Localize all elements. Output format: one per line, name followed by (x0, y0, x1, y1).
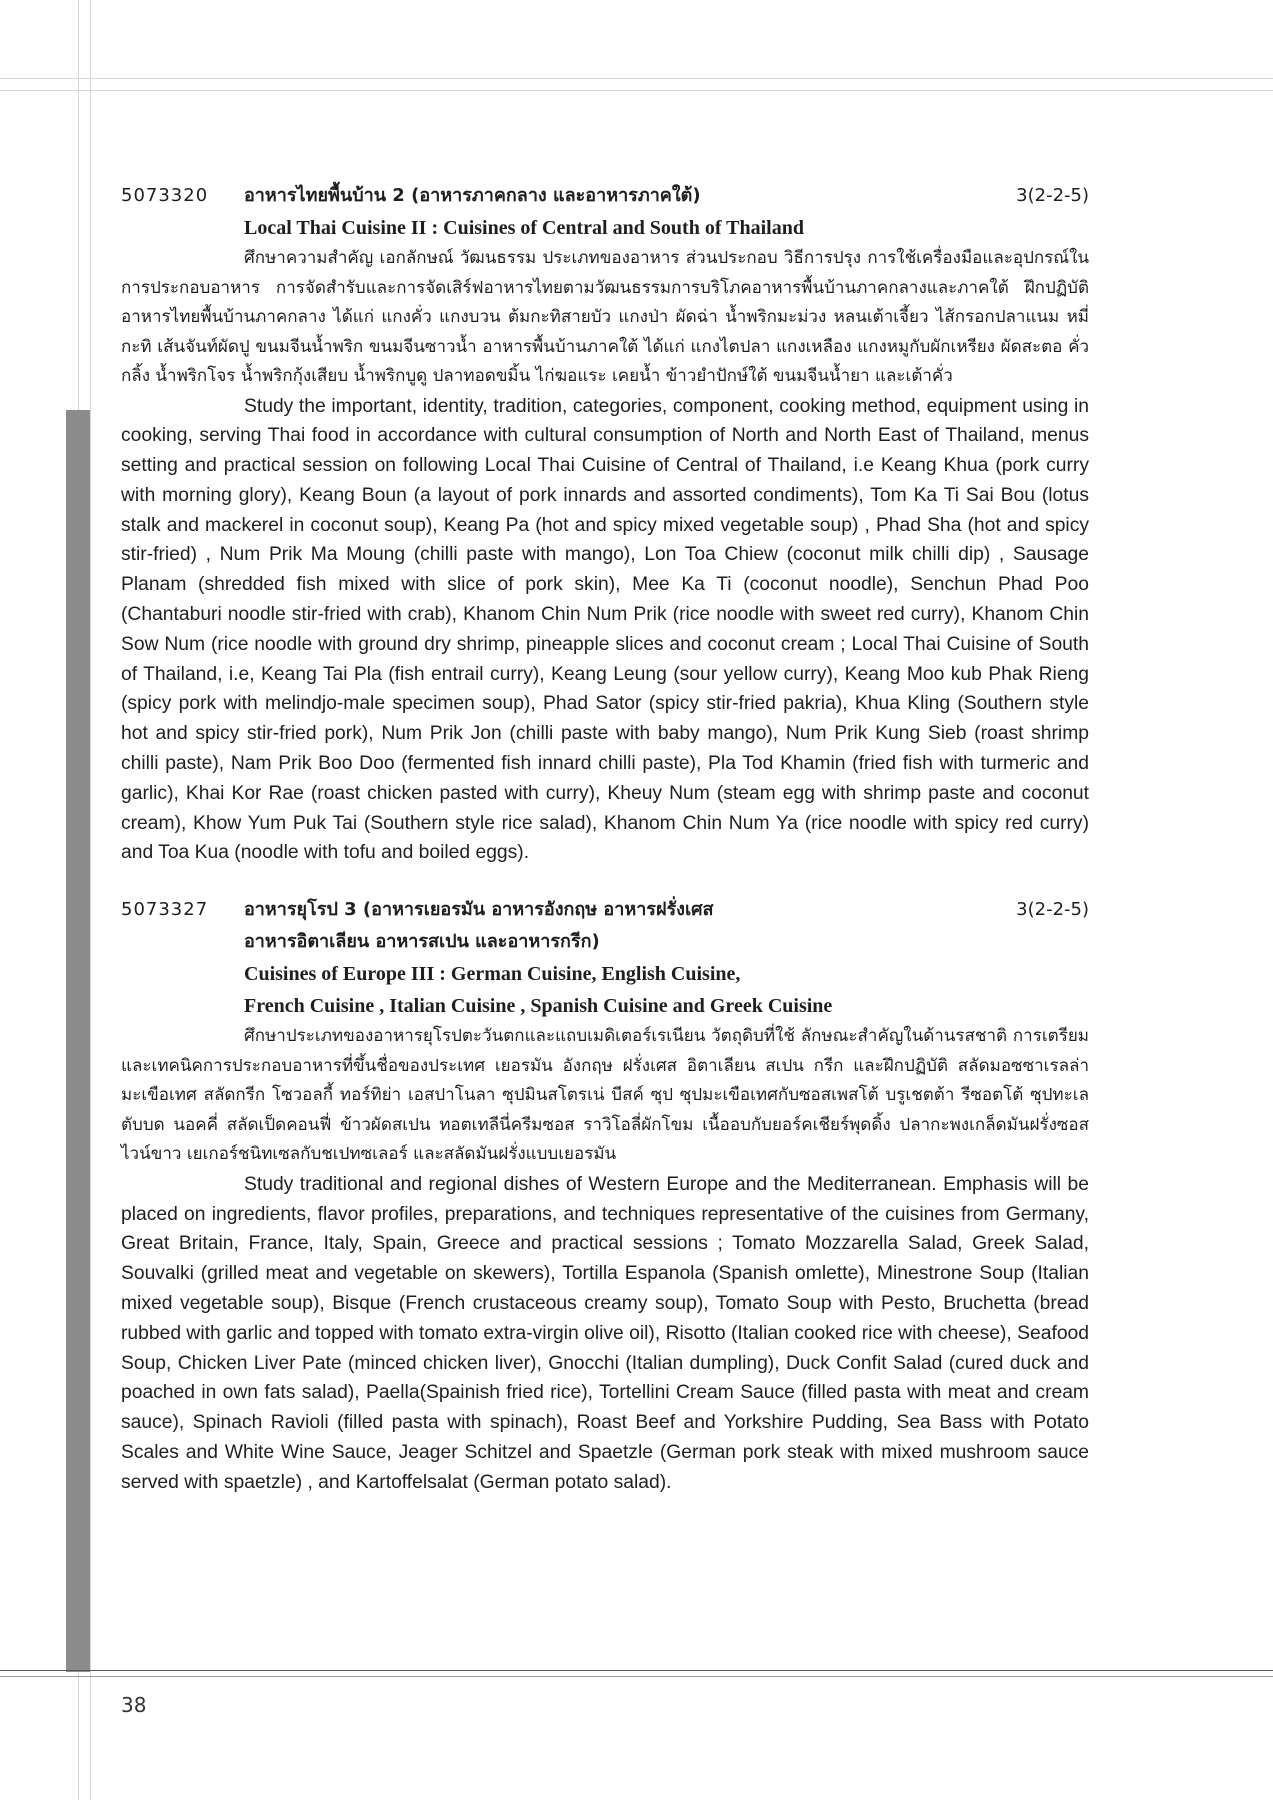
course-entry (121, 180, 1089, 868)
page-content (121, 180, 1089, 1524)
frame-top-line-2 (0, 90, 1273, 91)
course-credits: 3(2-2-5) (1016, 899, 1089, 921)
footer-line-2 (0, 1676, 1273, 1677)
page-number: 38 (121, 1693, 147, 1717)
course-heading (121, 180, 1089, 212)
course-credits: 3(2-2-5) (1016, 185, 1089, 206)
course-heading (121, 894, 1089, 926)
course-code: 5073327 (121, 899, 209, 921)
course-entry (121, 894, 1089, 1497)
course-english-title: Cuisines of Europe III : German Cuisine, English Cuisine, (244, 963, 741, 986)
course-thai-title: อาหารไทยพื้นบ้าน 2 (อาหารภาคกลาง และอาหารภาคใต้) (244, 185, 701, 206)
course-english-title-continued: French Cuisine , Italian Cuisine , Spanish Cuisine and Greek Cuisine (244, 995, 833, 1018)
side-accent-bar (66, 410, 90, 1672)
footer-line-1 (0, 1670, 1273, 1671)
course-thai-title-continued: อาหารอิตาเลียน อาหารสเปน และอาหารกรีก) (244, 931, 600, 953)
course-english-description: Study the important, identity, tradition, categories, component, cooking method, equipment using in cooking, serving Thai food in accordance with cultural consumption of North and North East of Thailand, menus setting and practical session on following Local Thai Cuisine of Central of Thailand, i.e Keang Khua (pork curry with morning glory), Keang Boun (a layout of pork innards and assorted condiments), Tom Ka Ti Sai Bou (lotus stalk and mackerel in coconut soup), Keang Pa (hot and spicy mixed vegetable soup) , Phad Sha (hot and spicy stir-fried) , Num Prik Ma Moung (chilli paste with mango), Lon Toa Chiew (coconut milk chilli dip) , Sausage Planam (shredded fish mixed with slice of pork skin), Mee Ka Ti (coconut noodle), Senchun Phad Poo (Chantaburi noodle stir-fried with crab), Khanom Chin Num Prik (rice noodle with sweet red curry), Khanom Chin Sow Num (rice noodle with ground dry shrimp, pineapple slices and coconut cream ; Local Thai Cuisine of South of Thailand, i.e, Keang Tai Pla (fish entrail curry), Keang Leung (sour yellow curry), Keang Moo kub Phak Rieng (spicy pork with melindjo-male specimen soup), Phad Sator (spicy stir-fried pakria), Khua Kling (Southern style hot and spicy stir-fried pork), Num Prik Jon (chilli paste with baby mango), Num Prik Kung Sieb (roast shrimp chilli paste), Nam Prik Boo Doo (fermented fish innard chilli paste), Pla Tod Khamin (fried fish with turmeric and garlic), Khai Kor Rae (roast chicken pasted with curry), Kheuy Num (steam egg with shrimp paste and coconut cream), Khow Yum Puk Tai (Southern style rice salad), Khanom Chin Num Ya (rice noodle with spicy red curry) and Toa Kua (noodle with tofu and boiled eggs). (121, 395, 1089, 864)
course-english-description: Study traditional and regional dishes of Western Europe and the Mediterranean. Emphasis will be placed on ingredients, flavor profiles, preparations, and techniques representative of the cuisines from Germany, Great Britain, France, Italy, Spain, Greece and practical sessions ; Tomato Mozzarella Salad, Greek Salad, Souvalki (grilled meat and vegetable on skewers), Tortilla Espanola (Spanish omlette), Minestrone Soup (Italian mixed vegetable soup), Bisque (French crustaceous creamy soup), Tomato Soup with Pesto, Bruchetta (bread rubbed with garlic and topped with tomato extra-virgin olive oil), Risotto (Italian cooked rice with cheese), Seafood Soup, Chicken Liver Pate (minced chicken liver), Gnocchi (Italian dumpling), Duck Confit Salad (cured duck and poached in own fats salad), Paella(Spainish fried rice), Tortellini Cream Sauce (filled pasta with meat and cream sauce), Spinach Ravioli (filled pasta with spinach), Roast Beef and Yorkshire Pudding, Sea Bass with Potato Scales and White Wine Sauce, Jeager Schitzel and Spaetzle (German pork steak with mixed mushroom sauce served with spaetzle) , and Kartoffelsalat (German potato salad). (121, 1173, 1089, 1493)
course-code: 5073320 (121, 185, 209, 206)
frame-top-line-1 (0, 78, 1273, 79)
frame-vertical-line-2 (90, 0, 91, 1800)
course-thai-description: ศึกษาความสำคัญ เอกลักษณ์ วัฒนธรรม ประเภทของอาหาร ส่วนประกอบ วิธีการปรุง การใช้เครื่องมือและอุปกรณ์ในการประกอบอาหาร การจัดสำรับและการจัดเสิร์ฟอาหารไทยตามวัฒนธรรมการบริโภคอาหารพื้นบ้านภาคกลางและภาคใต้ ฝึกปฏิบัติอาหารไทยพื้นบ้านภาคกลาง ได้แก่ แกงคั่ว แกงบวน ต้มกะทิสายบัว แกงป่า ผัดฉ่า น้ำพริกมะม่วง หลนเต้าเจี้ยว ไส้กรอกปลาแนม หมี่กะทิ เส้นจันท์ผัดปู ขนมจีนน้ำพริก ขนมจีนซาวน้ำ อาหารพื้นบ้านภาคใต้ ได้แก่ แกงไตปลา แกงเหลือง แกงหมูกับผักเหรียง ผัดสะตอ คั่วกลิ้ง น้ำพริกโจร น้ำพริกกุ้งเสียบ น้ำพริกบูดู ปลาทอดขมิ้น ไก่ฆอแระ เคยน้ำ ข้าวยำปักษ์ใต้ ขนมจีนน้ำยา และเต้าคั่ว (121, 248, 1089, 386)
course-thai-description: ศึกษาประเภทของอาหารยุโรปตะวันตกและแถบเมดิเตอร์เรเนียน วัตถุดิบที่ใช้ ลักษณะสำคัญในด้านรสชาติ การเตรียม และเทคนิคการประกอบอาหารที่ขึ้นชื่อของประเทศ เยอรมัน อังกฤษ ฝรั่งเศส อิตาเลียน สเปน กรีก และฝึกปฏิบัติ สลัดมอซซาเรลล่ามะเขือเทศ สลัดกรีก โซวอลกี้ ทอร์ทิย่า เอสปาโนลา ซุปมินสโตรเน่ บีสค์ ซุป ซุปมะเขือเทศกับซอสเพสโต้ บรูเชตต้า รีซอตโต้ ซุปทะเล ตับบด นอคคี่ สลัดเป็ดคอนฟี่ ข้าวผัดสเปน ทอตเทลีนี่ครีมซอส ราวิโอลี่ผักโขม เนื้ออบกับยอร์คเชียร์พุดดิ้ง ปลากะพงเกล็ดมันฝรั่งซอสไวน์ขาว เยเกอร์ชนิทเซลกับชเปทซเลอร์ และสลัดมันฝรั่งแบบเยอรมัน (121, 1026, 1089, 1165)
course-thai-title: อาหารยุโรป 3 (อาหารเยอรมัน อาหารอังกฤษ อาหารฝรั่งเศส (244, 899, 714, 921)
course-english-title: Local Thai Cuisine II : Cuisines of Central and South of Thailand (244, 217, 804, 239)
